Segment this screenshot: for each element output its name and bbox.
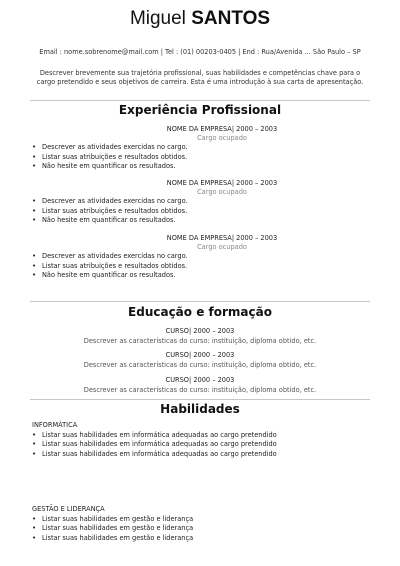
job-header: NOME DA EMPRESA| 2000 – 2003: [166, 179, 278, 187]
job-header: NOME DA EMPRESA| 2000 – 2003: [166, 125, 278, 133]
job-role: Cargo ocupado: [197, 188, 247, 196]
job-entry: [32, 125, 372, 172]
list-item: • Não hesite em quantificar os resultados.: [32, 216, 372, 226]
profile-summary: Descrever brevemente sua trajetória profissional, suas habilidades e competências chave para o cargo pretendido e seus objetivos de carreira. Esta é uma introdução à sua carta de apresentação.: [36, 69, 364, 86]
skill-group: [32, 421, 372, 459]
job-bullets: [32, 143, 372, 172]
last-name: SANTOS: [191, 8, 271, 29]
list-item: • Descrever as atividades exercidas no cargo.: [32, 197, 372, 207]
skill-group-title: GESTÃO E LIDERANÇA: [32, 505, 105, 513]
skill-list: [32, 515, 372, 544]
skill-group: [32, 505, 372, 543]
education-entry: [0, 327, 400, 346]
job-role: Cargo ocupado: [197, 134, 247, 142]
course-description: Descrever as características do curso: instituição, diploma obtido, etc.: [83, 360, 317, 369]
contact-line: Email : nome.sobrenome@mail.com | Tel : (01) 00203-0405 | End : Rua/Avenida ... São Paulo – SP: [39, 48, 361, 56]
job-entry: [32, 234, 372, 281]
job-bullets: [32, 252, 372, 281]
education-title: Educação e formação: [128, 305, 272, 319]
skill-group-title: INFORMÁTICA: [32, 421, 78, 429]
divider: [30, 100, 370, 101]
experience-title: Experiência Profissional: [118, 103, 282, 117]
job-header: NOME DA EMPRESA| 2000 – 2003: [166, 234, 278, 242]
course-header: CURSO| 2000 – 2003: [165, 351, 235, 359]
divider: [30, 399, 370, 400]
list-item: • Não hesite em quantificar os resultados.: [32, 162, 372, 172]
course-header: CURSO| 2000 – 2003: [165, 376, 235, 384]
list-item: • Listar suas habilidades em gestão e liderança: [32, 534, 372, 544]
list-item: • Listar suas atribuições e resultados obtidos.: [32, 262, 372, 272]
job-entry: [32, 179, 372, 226]
skill-list: [32, 431, 372, 460]
list-item: • Listar suas habilidades em informática adequadas ao cargo pretendido: [32, 431, 372, 441]
list-item: • Listar suas habilidades em gestão e liderança: [32, 524, 372, 534]
skills-title: Habilidades: [160, 402, 240, 416]
job-bullets: [32, 197, 372, 226]
course-header: CURSO| 2000 – 2003: [165, 327, 235, 335]
list-item: • Listar suas habilidades em informática adequadas ao cargo pretendido: [32, 450, 372, 460]
list-item: • Listar suas habilidades em informática adequadas ao cargo pretendido: [32, 440, 372, 450]
education-entry: [0, 376, 400, 395]
list-item: • Listar suas atribuições e resultados obtidos.: [32, 207, 372, 217]
first-name: Miguel: [129, 8, 186, 29]
list-item: • Listar suas habilidades em gestão e liderança: [32, 515, 372, 525]
divider: [30, 301, 370, 302]
job-role: Cargo ocupado: [197, 243, 247, 251]
list-item: • Descrever as atividades exercidas no cargo.: [32, 252, 372, 262]
education-entry: [0, 351, 400, 370]
list-item: • Descrever as atividades exercidas no cargo.: [32, 143, 372, 153]
course-description: Descrever as características do curso: instituição, diploma obtido, etc.: [83, 336, 317, 345]
list-item: • Listar suas atribuições e resultados obtidos.: [32, 153, 372, 163]
course-description: Descrever as características do curso: instituição, diploma obtido, etc.: [83, 385, 317, 394]
list-item: • Não hesite em quantificar os resultados.: [32, 271, 372, 281]
candidate-name: [0, 8, 400, 30]
